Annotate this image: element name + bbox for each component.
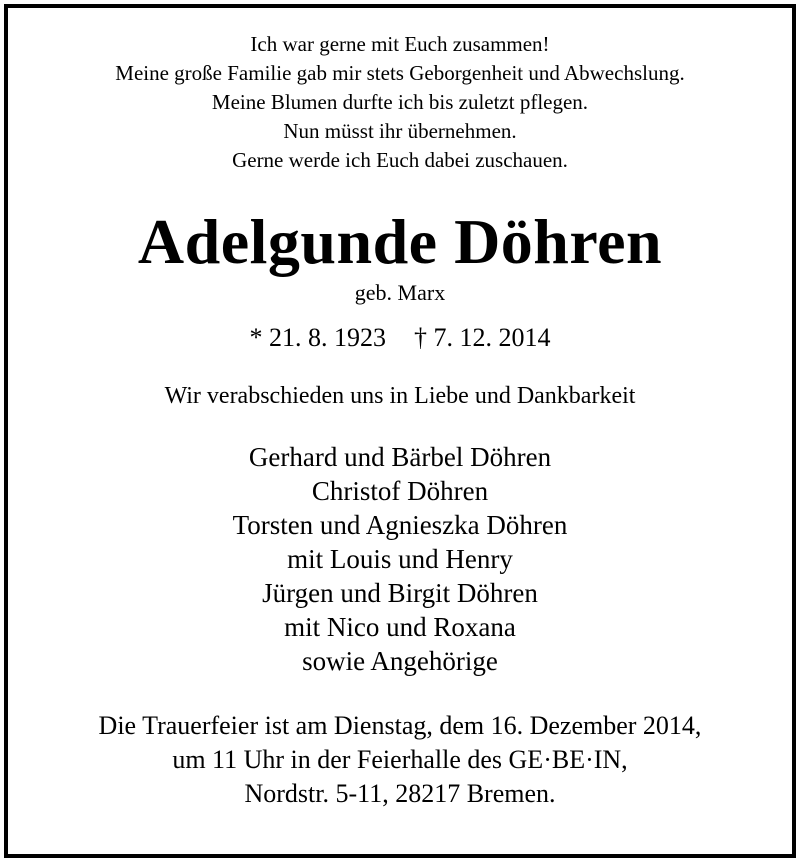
- service-line: Die Trauerfeier ist am Dienstag, dem 16. Dezember 2014,: [98, 711, 702, 740]
- deceased-name: Adelgunde Döhren: [137, 206, 663, 277]
- family-line: Christof Döhren: [311, 476, 489, 506]
- service-line: um 11 Uhr in der Feierhalle des GE·BE·IN,: [172, 745, 628, 774]
- poem-line: Meine große Familie gab mir stets Geborgenheit und Abwechslung.: [115, 61, 685, 85]
- life-dates: [0, 322, 800, 354]
- poem-line: Ich war gerne mit Euch zusammen!: [250, 32, 550, 56]
- birth-name: geb. Marx: [354, 280, 446, 305]
- family-line: sowie Angehörige: [302, 646, 498, 676]
- family-line: mit Louis und Henry: [287, 544, 513, 574]
- family-line: Jürgen und Birgit Döhren: [262, 578, 538, 608]
- death-date: † 7. 12. 2014: [414, 323, 551, 352]
- birth-date: * 21. 8. 1923: [249, 323, 386, 352]
- service-line: Nordstr. 5-11, 28217 Bremen.: [244, 779, 556, 808]
- family-line: mit Nico und Roxana: [284, 612, 516, 642]
- family-line: Gerhard und Bärbel Döhren: [248, 442, 552, 472]
- poem-line: Meine Blumen durfte ich bis zuletzt pflegen.: [211, 90, 589, 114]
- poem-line: Nun müsst ihr übernehmen.: [283, 119, 517, 143]
- poem-line: Gerne werde ich Euch dabei zuschauen.: [232, 148, 568, 172]
- family-line: Torsten und Agnieszka Döhren: [232, 510, 568, 540]
- farewell-text: Wir verabschieden uns in Liebe und Dankbarkeit: [164, 383, 636, 409]
